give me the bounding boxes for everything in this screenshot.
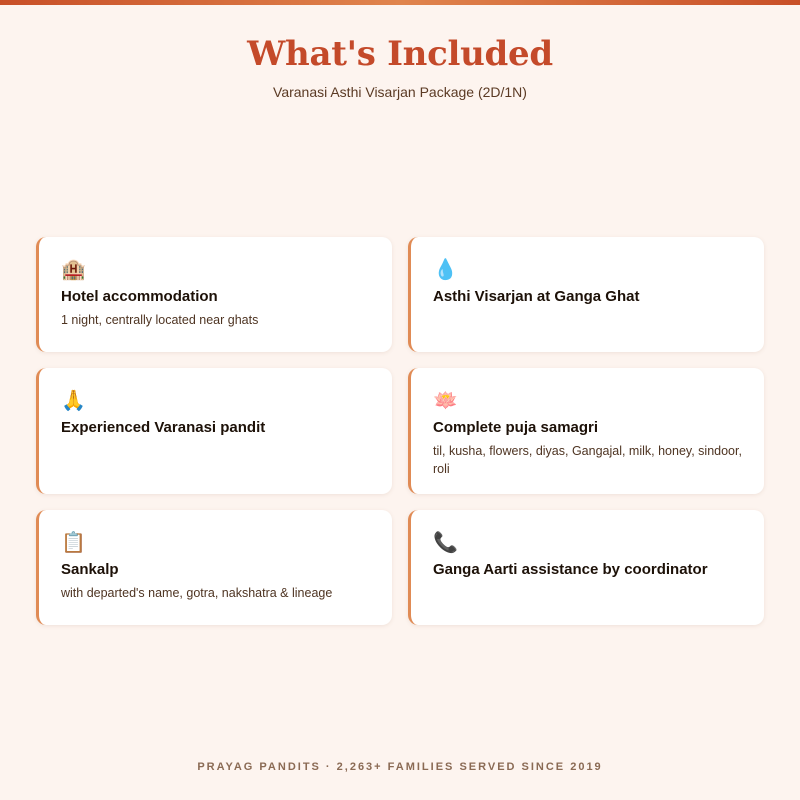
- inclusion-card-asthi-visarjan: [408, 237, 764, 352]
- clipboard-icon: 📋: [61, 530, 86, 554]
- card-title: Ganga Aarti assistance by coordinator: [433, 561, 708, 578]
- card-title: Asthi Visarjan at Ganga Ghat: [433, 288, 640, 305]
- page-subtitle: Varanasi Asthi Visarjan Package (2D/1N): [273, 84, 527, 100]
- telephone-icon: 📞: [433, 530, 458, 554]
- inclusions-grid: [36, 237, 764, 625]
- inclusion-card-hotel: [36, 237, 392, 352]
- card-title: Experienced Varanasi pandit: [61, 419, 266, 436]
- inclusion-card-ganga-aarti: [408, 510, 764, 625]
- footer-tagline: PRAYAG PANDITS · 2,263+ FAMILIES SERVED SINCE 2019: [197, 761, 603, 773]
- card-title: Sankalp: [61, 561, 119, 578]
- card-title: Hotel accommodation: [61, 288, 218, 305]
- lotus-icon: 🪷: [433, 388, 458, 412]
- card-title: Complete puja samagri: [433, 419, 599, 436]
- hotel-icon: 🏨: [61, 257, 86, 281]
- water-drop-icon: 💧: [433, 257, 458, 281]
- top-accent-bar: [0, 0, 800, 5]
- page-title: What's Included: [247, 34, 553, 74]
- folded-hands-icon: 🙏: [61, 388, 86, 412]
- inclusion-card-sankalp: [36, 510, 392, 625]
- card-description: 1 night, centrally located near ghats: [61, 313, 259, 327]
- card-description: til, kusha, flowers, diyas, Gangajal, milk, honey, sindoor, roli: [433, 444, 742, 476]
- inclusion-card-pandit: [36, 368, 392, 494]
- inclusion-card-puja-samagri: [408, 368, 764, 494]
- card-description: with departed's name, gotra, nakshatra & lineage: [61, 586, 333, 600]
